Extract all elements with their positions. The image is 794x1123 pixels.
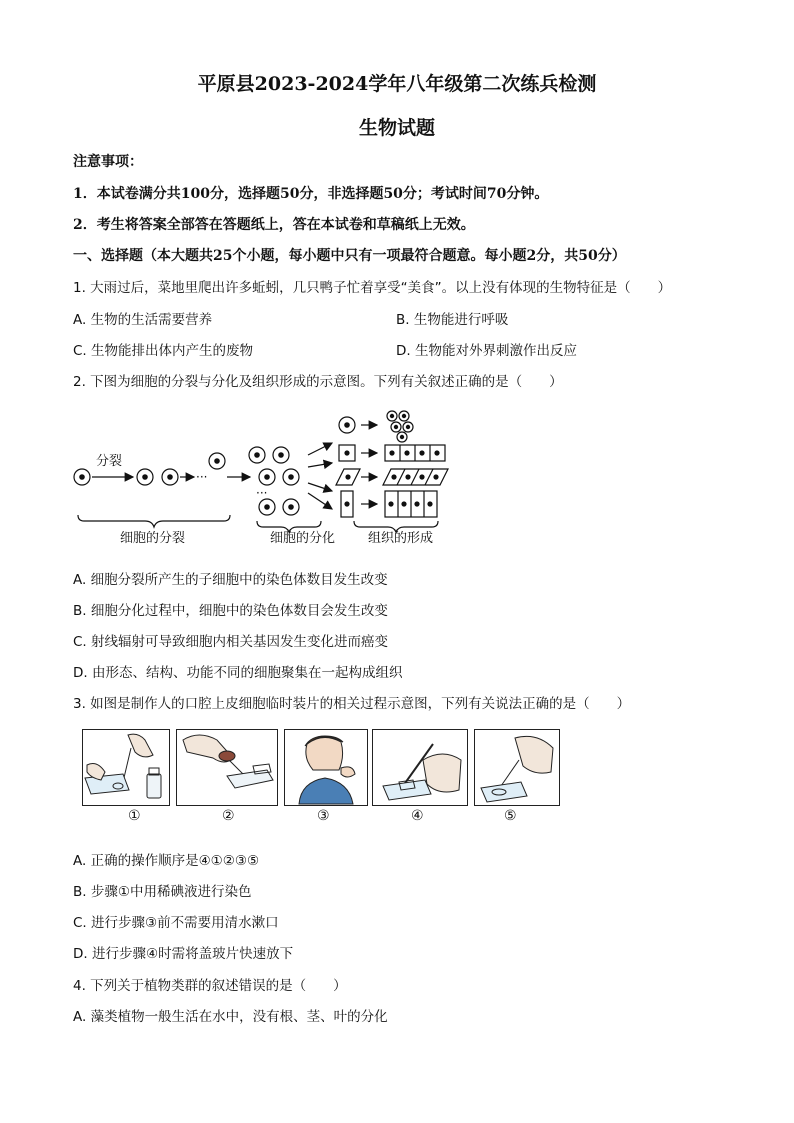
step-label-5: ⑤: [504, 808, 517, 824]
step-1-illustration: [82, 729, 170, 806]
question-1-stem: 1. 大雨过后，菜地里爬出许多蚯蚓，几只鸭子忙着享受“美食”。以上没有体现的生物特征是（ ）: [73, 280, 672, 296]
step-5-illustration: [474, 729, 560, 806]
question-3-option-a: A. 正确的操作顺序是④①②③⑤: [73, 853, 260, 869]
question-3-option-b: B. 步骤①中用稀碘液进行染色: [73, 884, 252, 900]
caption-differentiation: 细胞的分化: [270, 531, 336, 546]
caption-tissue: 组织的形成: [368, 531, 434, 546]
question-2-option-c: C. 射线辐射可导致细胞内相关基因发生变化进而癌变: [73, 634, 389, 650]
step-2-illustration: [176, 729, 278, 806]
step-3-illustration: [284, 729, 368, 806]
exam-title: 平原县2023-2024学年八年级第二次练兵检测: [197, 73, 597, 95]
step-label-4: ④: [411, 808, 424, 824]
question-4-option-a: A. 藻类植物一般生活在水中，没有根、茎、叶的分化: [73, 1009, 388, 1025]
step-4-illustration: [372, 729, 468, 806]
caption-division: 细胞的分裂: [120, 531, 186, 546]
question-2-stem: 2. 下图为细胞的分裂与分化及组织形成的示意图。下列有关叙述正确的是（ ）: [73, 374, 563, 390]
question-1-option-c: C. 生物能排出体内产生的废物: [73, 343, 254, 359]
split-label: 分裂: [96, 454, 123, 469]
question-2-option-d: D. 由形态、结构、功能不同的细胞聚集在一起构成组织: [73, 665, 403, 681]
notice-item-2: 2．考生将答案全部答在答题纸上，答在本试卷和草稿纸上无效。: [73, 217, 475, 233]
question-1-option-a: A. 生物的生活需要营养: [73, 312, 213, 328]
question-2-option-b: B. 细胞分化过程中，细胞中的染色体数目会发生改变: [73, 603, 388, 619]
question-1-option-d: D. 生物能对外界刺激作出反应: [396, 343, 577, 359]
ellipsis-dots-2: ···: [256, 486, 268, 500]
step-label-1: ①: [128, 808, 141, 824]
step-label-3: ③: [317, 808, 330, 824]
notice-heading: 注意事项：: [73, 154, 143, 170]
question-1-option-b: B. 生物能进行呼吸: [396, 312, 509, 328]
question-3-option-c: C. 进行步骤③前不需要用清水漱口: [73, 915, 279, 931]
step-label-2: ②: [222, 808, 235, 824]
exam-subtitle: 生物试题: [358, 117, 435, 139]
ellipsis-dots: ···: [196, 470, 208, 484]
question-3-stem: 3. 如图是制作人的口腔上皮细胞临时装片的相关过程示意图，下列有关说法正确的是（ ）: [73, 696, 631, 712]
notice-item-1: 1．本试卷满分共100分，选择题50分，非选择题50分；考试时间70分钟。: [73, 186, 549, 202]
question-3-option-d: D. 进行步骤④时需将盖玻片快速放下: [73, 946, 294, 962]
question-2-option-a: A. 细胞分裂所产生的子细胞中的染色体数目发生改变: [73, 572, 388, 588]
question-4-stem: 4. 下列关于植物类群的叙述错误的是（ ）: [73, 978, 347, 994]
cell-division-differentiation-figure: [70, 405, 460, 550]
section-heading: 一、选择题（本大题共25个小题，每小题中只有一项最符合题意。每小题2分，共50分）: [73, 248, 626, 264]
